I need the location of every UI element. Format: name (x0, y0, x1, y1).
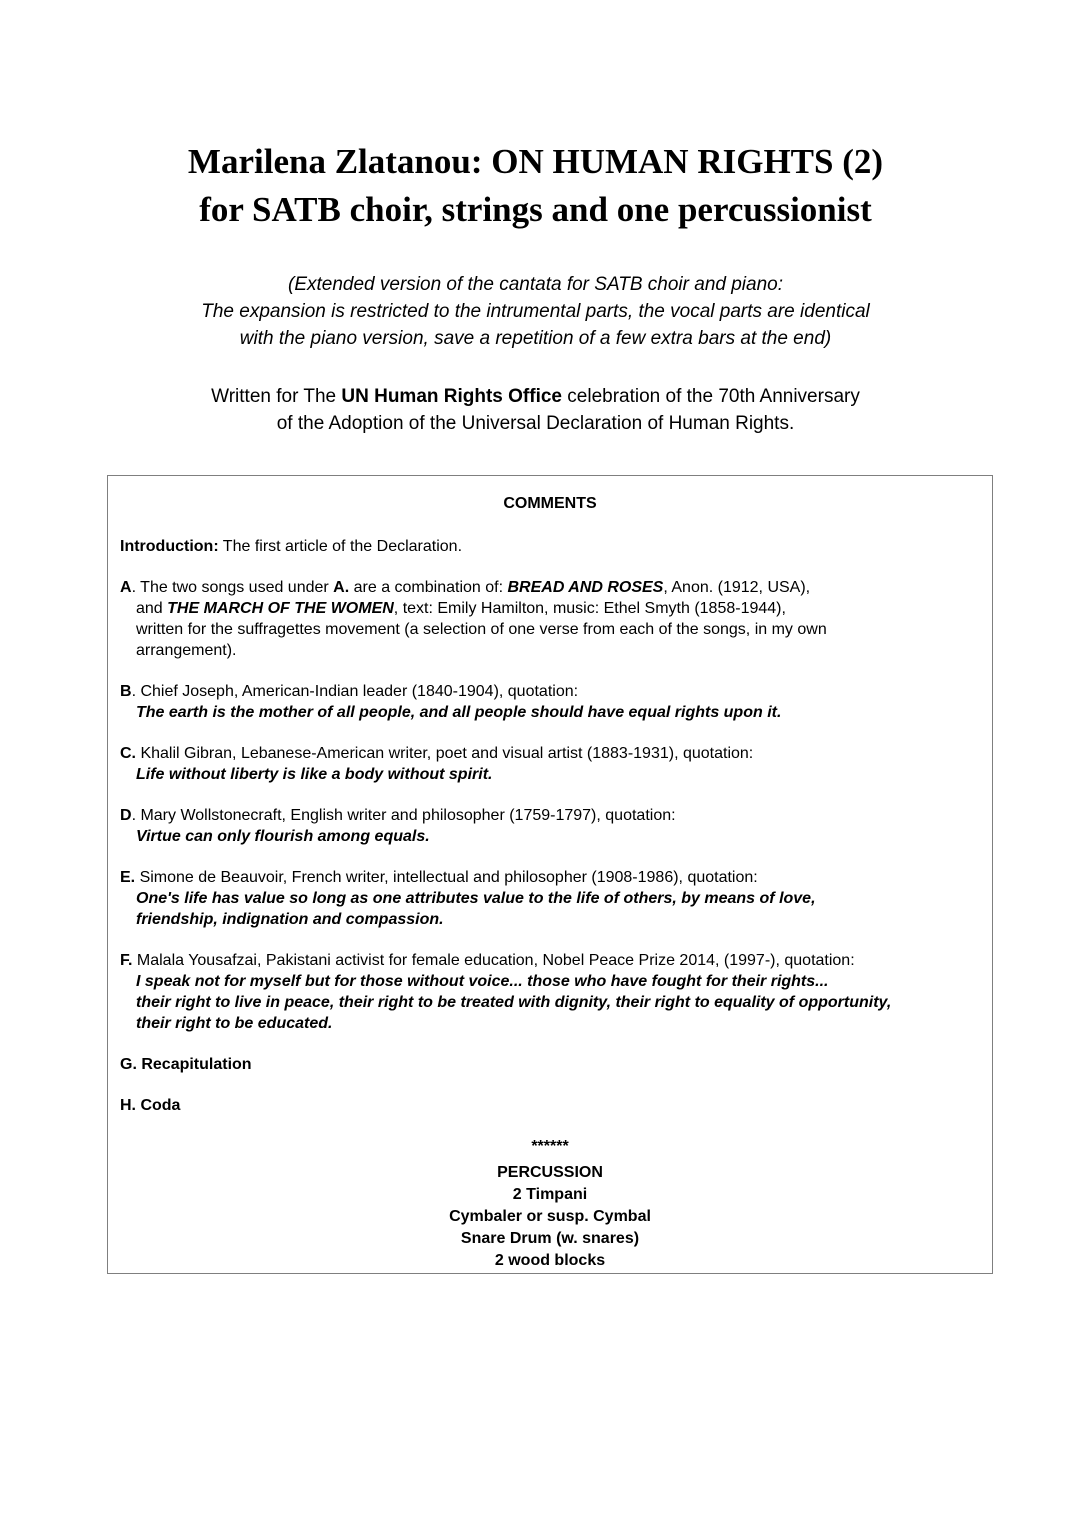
text-segment: A. (333, 579, 350, 596)
text-segment: UN Human Rights Office (341, 386, 562, 407)
comments-heading: COMMENTS (503, 495, 597, 512)
text-segment: Written for The (211, 386, 342, 407)
text-line (120, 577, 980, 598)
text-line (120, 971, 980, 992)
text-segment: celebration of the 70th Anniversary (562, 386, 860, 407)
text-segment: B (120, 683, 132, 700)
comment-paragraph (120, 577, 980, 661)
text-line (120, 640, 980, 661)
text-segment: BREAD AND ROSES (507, 579, 664, 596)
comments-paragraphs (120, 536, 980, 1116)
text-segment: H. Coda (120, 1097, 181, 1114)
subtitle-line: with the piano version, save a repetition of a few extra bars at the end) (239, 328, 832, 349)
separator-stars: ****** (531, 1138, 569, 1155)
text-line (120, 992, 980, 1013)
text-line (120, 888, 980, 909)
text-line (120, 1013, 980, 1034)
text-line (120, 619, 980, 640)
comment-paragraph (120, 950, 980, 1034)
text-segment: A (120, 579, 132, 596)
text-segment: F. (120, 952, 133, 969)
text-line (120, 805, 980, 826)
text-line (120, 909, 980, 930)
text-line (120, 1054, 980, 1075)
text-segment: Khalil Gibran, Lebanese-American writer, poet and visual artist (1883-1931), quotation: (136, 745, 754, 762)
percussion-item: Cymbaler or susp. Cymbal (449, 1208, 651, 1225)
text-line (120, 950, 980, 971)
text-segment: . The two songs used under (131, 579, 334, 596)
percussion-heading: PERCUSSION (497, 1164, 603, 1181)
text-segment: E. (120, 869, 136, 886)
text-segment: Introduction: (120, 538, 219, 555)
percussion-item: 2 Timpani (512, 1186, 588, 1203)
comment-paragraph (120, 805, 980, 847)
comment-paragraph (120, 536, 980, 557)
comment-paragraph (120, 681, 980, 723)
page-title (0, 0, 1071, 234)
text-segment: D (120, 807, 132, 824)
text-segment: The earth is the mother of all people, and all people should have equal rights upon it. (136, 704, 782, 721)
text-line (0, 383, 1071, 410)
text-segment: are a combination of: (349, 579, 508, 596)
text-line (120, 1095, 980, 1116)
text-line (120, 743, 980, 764)
text-segment: The first article of the Declaration. (218, 538, 463, 555)
text-segment: arrangement). (136, 642, 237, 659)
text-segment: THE MARCH OF THE WOMEN (167, 600, 394, 617)
text-segment: , text: Emily Hamilton, music: Ethel Smyth (1858-1944), (393, 600, 786, 617)
subtitle-line: The expansion is restricted to the intrumental parts, the vocal parts are identical (201, 301, 870, 322)
text-segment: . Mary Wollstonecraft, English writer and philosopher (1759-1797), quotation: (131, 807, 676, 824)
text-line (0, 410, 1071, 437)
text-segment: Simone de Beauvoir, French writer, intellectual and philosopher (1908-1986), quotation: (135, 869, 758, 886)
comment-paragraph (120, 1054, 980, 1075)
text-line (120, 764, 980, 785)
text-segment: One's life has value so long as one attributes value to the life of others, by means of love, (136, 890, 816, 907)
text-segment: I speak not for myself but for those without voice... those who have fought for their rights... (136, 973, 829, 990)
text-line (120, 702, 980, 723)
text-segment: of the Adoption of the Universal Declaration of Human Rights. (276, 413, 795, 434)
text-segment: G. Recapitulation (120, 1056, 252, 1073)
text-segment: , Anon. (1912, USA), (663, 579, 811, 596)
text-line (120, 536, 980, 557)
text-segment: C. (120, 745, 136, 762)
comment-paragraph (120, 1095, 980, 1116)
text-segment: their right to be educated. (136, 1015, 333, 1032)
comment-paragraph (120, 743, 980, 785)
percussion-section (120, 1136, 980, 1272)
text-segment: Virtue can only flourish among equals. (136, 828, 430, 845)
title-line-2: for SATB choir, strings and one percussionist (199, 190, 872, 229)
text-segment: friendship, indignation and compassion. (136, 911, 444, 928)
dedication-block (0, 383, 1071, 437)
percussion-item: 2 wood blocks (494, 1252, 606, 1269)
comments-box (107, 475, 993, 1274)
comment-paragraph (120, 867, 980, 930)
percussion-item: Snare Drum (w. snares) (460, 1230, 640, 1247)
text-line (120, 826, 980, 847)
title-line-1: Marilena Zlatanou: ON HUMAN RIGHTS (2) (187, 142, 884, 181)
text-segment: their right to live in peace, their right to be treated with dignity, their right to equality of opportunity, (136, 994, 892, 1011)
text-line (120, 681, 980, 702)
text-segment: . Chief Joseph, American-Indian leader (1840-1904), quotation: (131, 683, 579, 700)
text-segment: Life without liberty is like a body without spirit. (136, 766, 493, 783)
text-segment: written for the suffragettes movement (a selection of one verse from each of the songs, in my own (136, 621, 827, 638)
text-segment: Malala Yousafzai, Pakistani activist for female education, Nobel Peace Prize 2014, (1997-), quotation: (132, 952, 855, 969)
subtitle-line: (Extended version of the cantata for SATB choir and piano: (288, 274, 783, 295)
text-line (120, 867, 980, 888)
text-segment: and (136, 600, 168, 617)
subtitle-block (0, 271, 1071, 352)
text-line (120, 598, 980, 619)
